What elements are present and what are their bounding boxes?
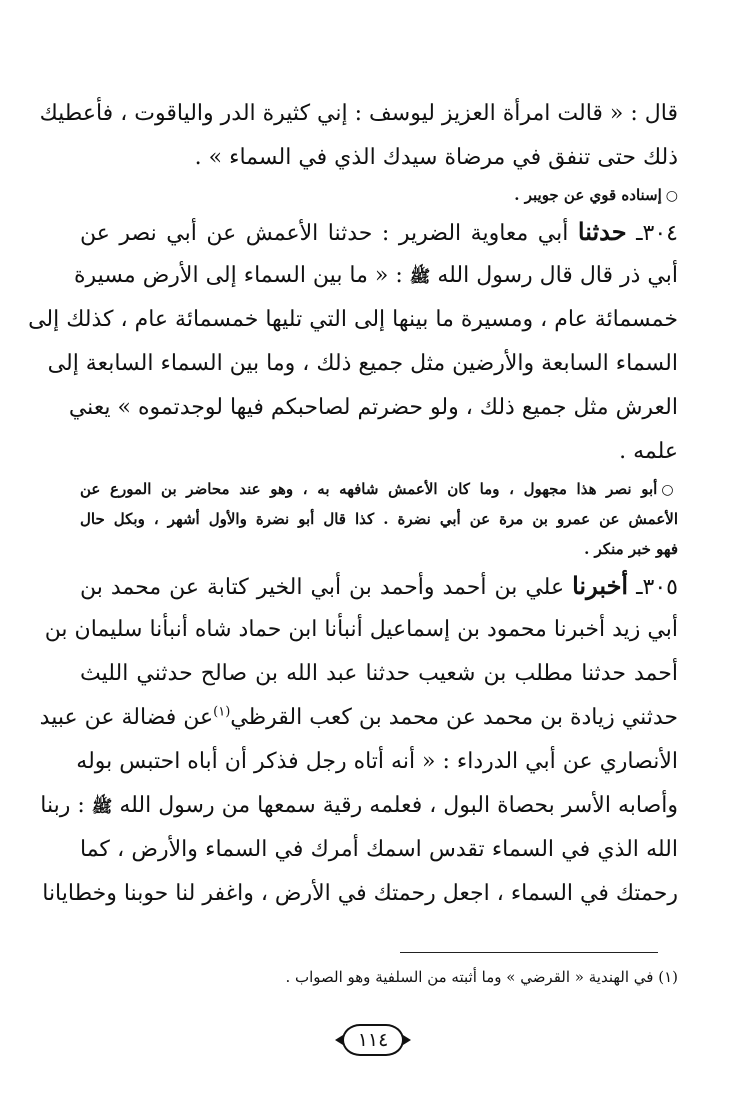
hadith-304-line-3: السماء السابعة والأرضين مثل جميع ذلك ، وما بين السماء السابعة إلى — [47, 351, 678, 376]
page-number: ١١٤ — [342, 1024, 404, 1056]
note-isnad-1 — [80, 180, 678, 210]
hadith-305-rest: علي بن أحمد وأحمد بن أبي الخير كتابة عن محمد بن — [80, 575, 565, 600]
hadith-305-line-3 — [39, 696, 678, 740]
page-body — [28, 92, 678, 916]
hadith-305-line-3-a: حدثني زيادة بن محمد عن محمد بن كعب القرظي — [230, 705, 678, 730]
hadith-305-line-3-b: عن فضالة عن عبيد — [39, 705, 214, 730]
hadith-305-line-1: أبي زيد أخبرنا محمود بن إسماعيل أنبأنا ابن حماد شاه أنبأنا سليمان بن — [44, 617, 678, 642]
hadith-304-number: ٣٠٤ـ — [636, 221, 678, 246]
hadith-305-line-2: أحمد حدثنا مطلب بن شعيب حدثنا عبد الله بن صالح حدثني الليث — [80, 661, 678, 686]
circle-marker-icon: ○ — [665, 188, 678, 204]
hadith-305-number: ٣٠٥ـ — [636, 575, 678, 600]
hadith-305-line-5-a: وأصابه الأسر بحصاة البول ، فعلمه رقية سمعها من رسول الله — [119, 793, 678, 818]
hadith-304-line-1-b: : « ما بين السماء إلى الأرض مسيرة — [74, 263, 403, 288]
hadith-304-line-5: علمه . — [619, 439, 678, 464]
note-isnad-1-text: إسناده قوي عن جويبر . — [514, 186, 662, 204]
note-isnad-2-line-2: الأعمش عن عمرو بن مرة عن أبي نضرة . كذا قال أبو نضرة والأول أشهر ، وبكل حال — [80, 510, 678, 528]
hadith-305-keyword: أخبرنا — [572, 571, 629, 600]
note-isnad-2-line-1-text: أبو نصر هذا مجهول ، وما كان الأعمش شافهه به ، وهو عند محاضر بن المورع عن — [80, 480, 658, 498]
hadith-304-line-1 — [74, 254, 678, 298]
footnote-1: (١) في الهندية « القرضي » وما أثبته من السلفية وهو الصواب . — [285, 968, 678, 986]
hadith-305-line-5-b: : ربنا — [40, 793, 85, 818]
hadith-304-keyword: حدثنا — [577, 217, 627, 246]
hadith-305-line-6: الله الذي في السماء تقدس اسمك أمرك في السماء والأرض ، كما — [80, 837, 678, 862]
note-isnad-2-line-3: فهو خبر منكر . — [584, 540, 678, 558]
hadith-305-line-7: رحمتك في السماء ، اجعل رحمتك في الأرض ، واغفر لنا حوبنا وخطايانا — [42, 881, 678, 906]
pbuh-ligature-icon: ﷺ — [91, 797, 113, 817]
hadith-304-line-1-a: أبي ذر قال قال رسول الله — [437, 263, 678, 288]
footnote-ref-1[interactable]: (١) — [213, 704, 231, 720]
body-line-2: ذلك حتى تنفق في مرضاة سيدك الذي في السماء » . — [194, 145, 678, 170]
hadith-305-line-5 — [40, 784, 678, 828]
hadith-304-rest: أبي معاوية الضرير : حدثنا الأعمش عن أبي نصر عن — [80, 221, 569, 246]
circle-marker-icon: ○ — [661, 482, 678, 498]
hadith-305-heading — [80, 564, 678, 608]
hadith-304-line-2: خمسمائة عام ، ومسيرة ما بينها إلى التي تليها خمسمائة عام ، كذلك إلى — [28, 307, 678, 332]
body-line-1: قال : « قالت امرأة العزيز ليوسف : إني كثيرة الدر والياقوت ، فأعطيك — [39, 101, 678, 126]
hadith-304-heading — [80, 210, 678, 254]
note-isnad-2-line-1 — [80, 474, 678, 504]
footnote-divider — [400, 952, 658, 953]
pbuh-ligature-icon: ﷺ — [409, 267, 431, 287]
hadith-305-line-4: الأنصاري عن أبي الدرداء : « أنه أتاه رجل فذكر أن أباه احتبس بوله — [76, 749, 678, 774]
hadith-304-line-4: العرش مثل جميع ذلك ، ولو حضرتم لصاحبكم فيها لوجدتموه » يعني — [68, 395, 678, 420]
